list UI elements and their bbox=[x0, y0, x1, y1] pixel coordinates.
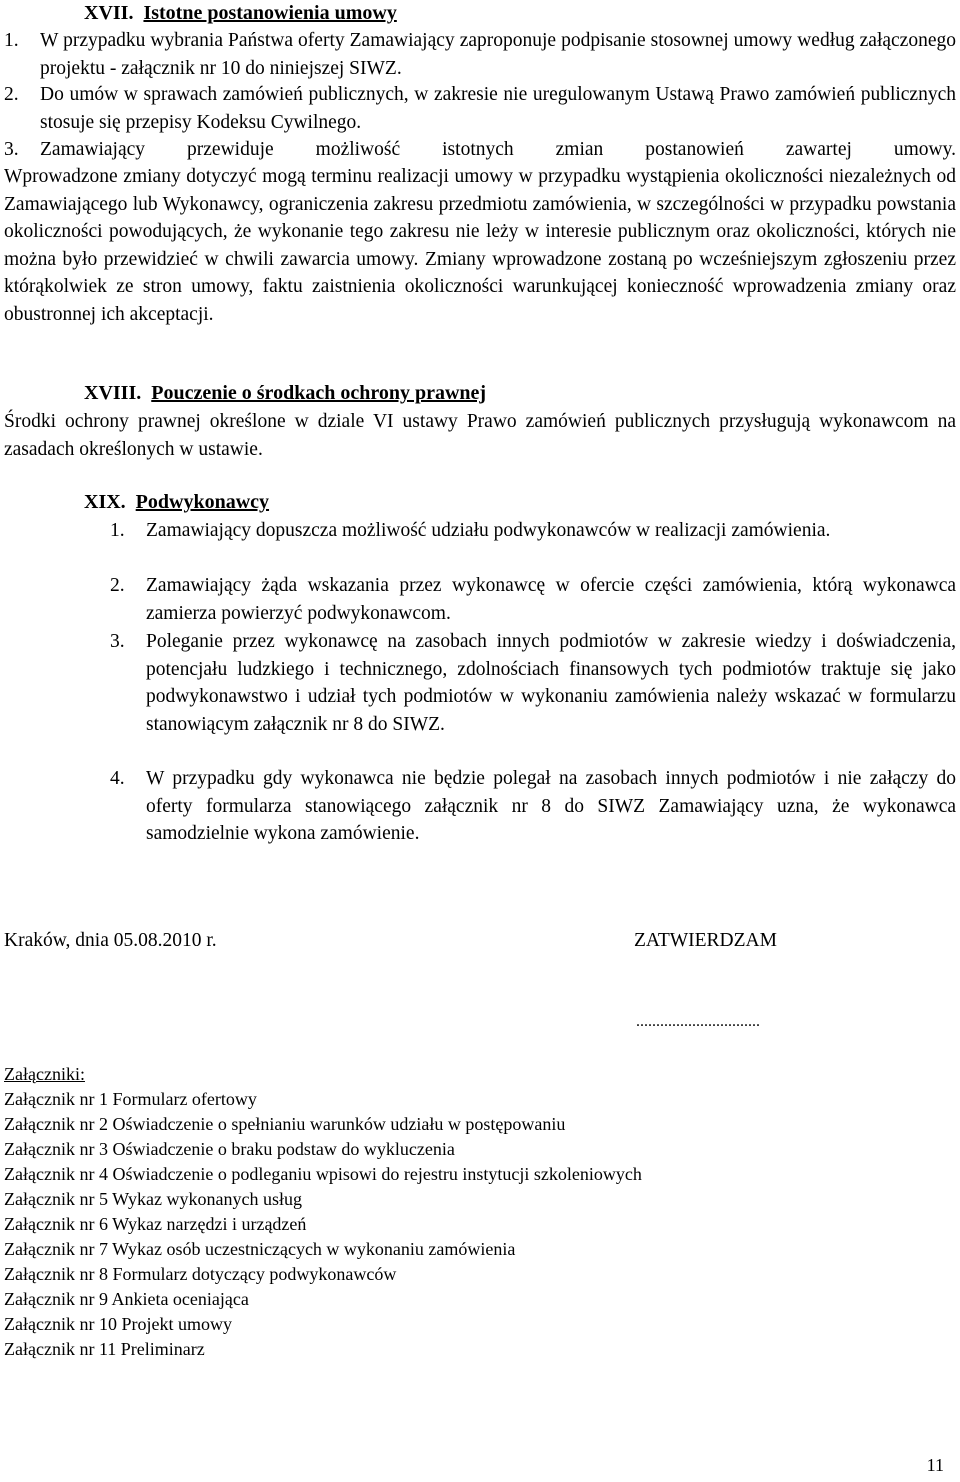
list-item bbox=[4, 81, 956, 136]
item-text: Zamawiający przewiduje możliwość istotnych zmian postanowień zawartej umowy. bbox=[40, 139, 956, 160]
page-number: 11 bbox=[926, 1455, 944, 1475]
section-title: Istotne postanowienia umowy bbox=[143, 2, 397, 24]
list-item bbox=[4, 136, 956, 164]
item-text: W przypadku wybrania Państwa oferty Zamawiający zaproponuje podpisanie stosownej umowy według załączonego projektu - załącznik nr 10 do niniejszej SIWZ. bbox=[40, 30, 956, 79]
list-item bbox=[110, 765, 956, 848]
section-number: XVIII. bbox=[84, 382, 142, 404]
attachments-title: Załączniki: bbox=[4, 1064, 85, 1084]
item-number: 3. bbox=[4, 139, 19, 160]
signature-line: ............................... bbox=[636, 1013, 760, 1030]
item-text: Zamawiający dopuszcza możliwość udziału podwykonawców w realizacji zamówienia. bbox=[146, 520, 831, 541]
section-18-text: Środki ochrony prawnej określone w dziale VI ustawy Prawo zamówień publicznych przysługują wykonawcom na zasadach określonych w ustawie. bbox=[4, 411, 956, 460]
item-text: Poleganie przez wykonawcę na zasobach innych podmiotów w zakresie wiedzy i doświadczenia, potencjału ludzkiego i technicznego, zdolnościach finansowych tych podmiotów traktuje się jako podwykonawstwo i udział tych podmiotów w wykonaniu zamówienia należy wskazać w formularzu stanowiącym załącznik nr 8 do SIWZ. bbox=[146, 631, 956, 735]
item-number: 4. bbox=[110, 768, 125, 789]
list-item: Załącznik nr 8 Formularz dotyczący podwykonawców bbox=[4, 1264, 397, 1284]
section-number: XIX. bbox=[84, 491, 126, 513]
list-item bbox=[110, 572, 956, 627]
section-title: Pouczenie o środkach ochrony prawnej bbox=[151, 382, 487, 404]
section-17-heading bbox=[84, 2, 397, 25]
list-item: Załącznik nr 11 Preliminarz bbox=[4, 1339, 205, 1359]
item-number: 1. bbox=[4, 30, 19, 51]
item-text: W przypadku gdy wykonawca nie będzie polegał na zasobach innych podmiotów i nie załączy do oferty formularza stanowiącego załącznik nr 8 do SIWZ Zamawiający uzna, że wykonawca samodzielnie wykona zamówienie. bbox=[146, 768, 956, 844]
item-number: 2. bbox=[110, 575, 125, 596]
item-text: Zamawiający żąda wskazania przez wykonawcę w ofercie części zamówienia, którą wykonawca zamierza powierzyć podwykonawcom. bbox=[146, 575, 956, 624]
section-title: Podwykonawcy bbox=[135, 491, 270, 513]
section-17-continuation: Wprowadzone zmiany dotyczyć mogą terminu realizacji umowy w przypadku wystąpienia okoliczności niezależnych od Zamawiającego lub Wykonawcy, ograniczenia zakresu przedmiotu zamówienia, w szczególności w przypadku powstania okoliczności powodujących, że wykonanie tego zakresu nie leży w interesie publicznym oraz okoliczności, których nie można było przewidzieć w chwili zawarcia umowy. Zmiany wprowadzone zostaną po wcześniejszym zgłoszeniu przez którąkolwiek ze stron umowy, faktu zaistnienia okoliczności warunkującej konieczność wprowadzenia zmiany oraz obustronnej ich akceptacji. bbox=[4, 166, 956, 325]
list-item: Załącznik nr 3 Oświadczenie o braku podstaw do wykluczenia bbox=[4, 1139, 455, 1159]
list-item: Załącznik nr 7 Wykaz osób uczestniczących w wykonaniu zamówienia bbox=[4, 1239, 516, 1259]
list-item bbox=[4, 27, 956, 82]
section-number: XVII. bbox=[84, 2, 134, 24]
list-item: Załącznik nr 4 Oświadczenie o podleganiu wpisowi do rejestru instytucji szkoleniowych bbox=[4, 1164, 642, 1184]
section-18-heading bbox=[84, 382, 486, 405]
list-item bbox=[110, 628, 956, 738]
list-item: Załącznik nr 10 Projekt umowy bbox=[4, 1314, 232, 1334]
list-item: Załącznik nr 2 Oświadczenie o spełnianiu warunków udziału w postępowaniu bbox=[4, 1114, 566, 1134]
item-number: 1. bbox=[110, 520, 125, 541]
list-item: Załącznik nr 1 Formularz ofertowy bbox=[4, 1089, 257, 1109]
item-number: 2. bbox=[4, 84, 19, 105]
item-text: Do umów w sprawach zamówień publicznych, w zakresie nie uregulowanym Ustawą Prawo zamówień publicznych stosuje się przepisy Kodeksu Cywilnego. bbox=[40, 84, 956, 133]
place-date: Kraków, dnia 05.08.2010 r. bbox=[4, 930, 217, 951]
list-item: Załącznik nr 9 Ankieta oceniająca bbox=[4, 1289, 249, 1309]
approval-label: ZATWIERDZAM bbox=[634, 930, 777, 951]
list-item: Załącznik nr 5 Wykaz wykonanych usług bbox=[4, 1189, 302, 1209]
item-number: 3. bbox=[110, 631, 125, 652]
list-item bbox=[110, 517, 956, 545]
section-19-heading bbox=[84, 491, 269, 514]
list-item: Załącznik nr 6 Wykaz narzędzi i urządzeń bbox=[4, 1214, 307, 1234]
